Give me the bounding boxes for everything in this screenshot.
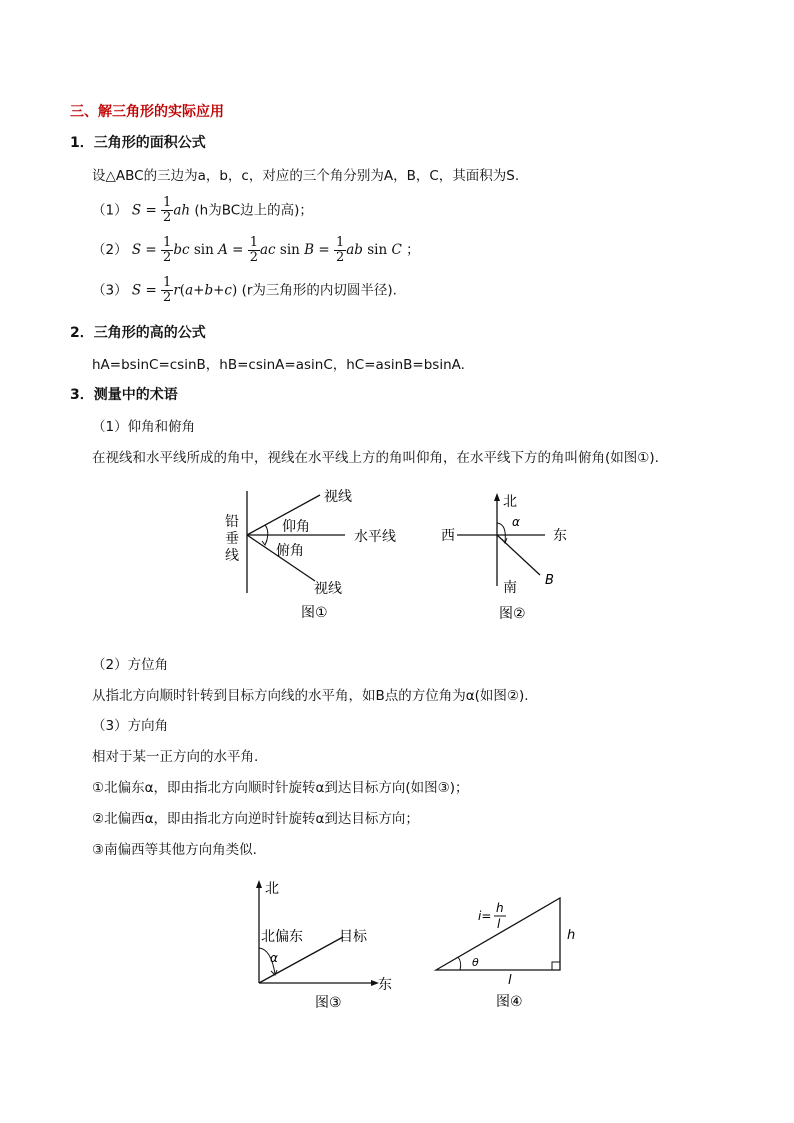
area-intro: 设△ABC的三边为a，b，c，对应的三个角分别为A，B，C，其面积为S. (92, 168, 520, 184)
formula-2: （2） S = $\frac{1}{2}$ bc sin A = $\frac{1}{2}$ ac sin B = $\frac{1}{2}$ ab sin C ； (92, 235, 420, 265)
formula-3-label: （3） (92, 282, 128, 299)
fig1-vertical-2: 垂 (225, 531, 239, 547)
formula-3-note: (r为三角形的内切圆半径). (241, 282, 397, 299)
fig3-east: 东 (378, 977, 392, 993)
fig4-h: h (567, 928, 576, 943)
formula-1-label: （1） (92, 202, 128, 219)
fig2-east: 东 (553, 528, 567, 544)
fig1-sight-bottom: 视线 (314, 581, 342, 597)
fig1-elevation: 仰角 (282, 519, 310, 535)
fig2-caption: 图② (499, 606, 526, 622)
heading-area-formula: 1．三角形的面积公式 (70, 135, 206, 151)
fig2-alpha: α (512, 515, 520, 529)
sub-direction: （3）方向角 (92, 718, 169, 734)
formula-1-note: (h为BC边上的高)； (194, 202, 313, 219)
fig4-l-bottom: l (497, 917, 501, 931)
fig2-west: 西 (441, 528, 455, 544)
fig3-alpha: α (270, 951, 278, 965)
sub-elevation: （1）仰角和俯角 (92, 419, 196, 435)
fig4-i-label: i= (478, 909, 492, 923)
fig1-vertical-1: 铅 (225, 514, 239, 530)
formula-2-label: （2） (92, 242, 128, 258)
figure-4 (430, 890, 590, 1015)
section-title: 三、解三角形的实际应用 (70, 104, 224, 120)
direction-item-3: ③南偏西等其他方向角类似. (92, 842, 257, 858)
direction-item-1: ①北偏东α，即由指北方向顺时针旋转α到达目标方向(如图③)； (92, 780, 469, 796)
sub-bearing: （2）方位角 (92, 657, 169, 673)
fig2-north: 北 (503, 494, 517, 510)
fig2-south: 南 (503, 580, 517, 596)
fig4-theta: θ (472, 956, 479, 969)
figure-1 (220, 483, 420, 623)
fig1-depression: 俯角 (276, 543, 304, 559)
fig4-h-top: h (496, 901, 504, 915)
height-formula: hA=bsinC=csinB，hB=csinA=asinC，hC=asinB=bsinA. (92, 357, 465, 373)
fig4-l: l (508, 973, 512, 988)
fig3-label: 北偏东 (261, 929, 303, 945)
fig4-caption: 图④ (496, 994, 523, 1010)
direction-item-2: ②北偏西α，即由指北方向逆时针旋转α到达目标方向； (92, 811, 419, 827)
formula-3: （3） S = $\frac{1}{2}$ r(a+b+c) (r为三角形的内切圆半径). (92, 275, 397, 305)
elevation-text: 在视线和水平线所成的角中，视线在水平线上方的角叫仰角，在水平线下方的角叫俯角(如图①). (92, 450, 659, 466)
heading-height-formula: 2．三角形的高的公式 (70, 325, 206, 341)
fig3-target: 目标 (339, 929, 367, 945)
fig1-horizontal: 水平线 (354, 529, 396, 545)
fig1-sight-top: 视线 (324, 489, 352, 505)
figure-2 (435, 490, 585, 625)
direction-text: 相对于某一正方向的水平角. (92, 749, 259, 765)
fig3-caption: 图③ (315, 995, 342, 1011)
fraction-half: $\frac{1}{2}$ (163, 195, 172, 225)
fig1-caption: 图① (301, 605, 328, 621)
figure-3 (245, 875, 405, 1015)
fig3-north: 北 (265, 881, 279, 897)
fig1-vertical-3: 线 (225, 548, 239, 564)
fig2-point-b: B (545, 573, 554, 588)
bearing-text: 从指北方向顺时针转到目标方向线的水平角，如B点的方位角为α(如图②). (92, 688, 529, 704)
heading-terms: 3．测量中的术语 (70, 387, 178, 403)
formula-1: （1） S = $\frac{1}{2}$ ah (h为BC边上的高)； (92, 195, 313, 225)
